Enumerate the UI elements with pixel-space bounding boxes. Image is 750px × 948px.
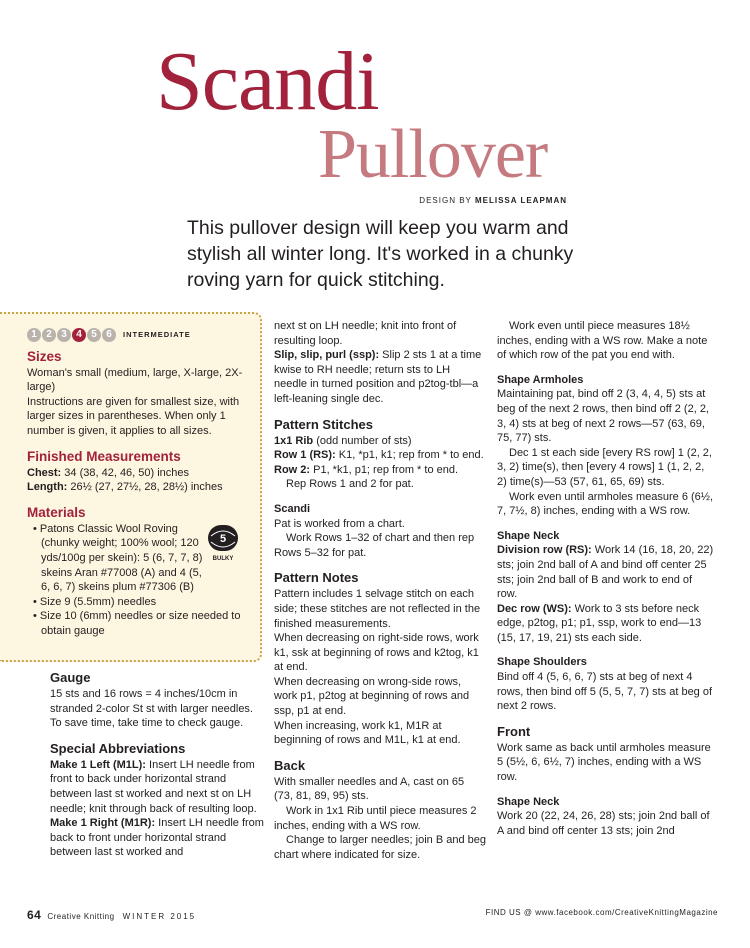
title-line-1: Scandi <box>156 35 379 128</box>
front-shape-neck-heading: Shape Neck <box>497 795 560 808</box>
pattern-stitches-heading: Pattern Stitches <box>274 416 373 432</box>
skill-circle-3: 3 <box>57 328 71 342</box>
gauge-text: 15 sts and 16 rows = 4 inches/10cm in stranded 2-color St st with larger needles. <box>50 688 253 715</box>
shoulders-step: Bind off 4 (5, 6, 6, 7) sts at beg of next 4 rows, then bind off 5 (5, 5, 7, 7) sts at beg of next 2 rows. <box>497 671 713 713</box>
footer-social-link: FIND US @ www.facebook.com/CreativeKnittingMagazine <box>485 908 718 917</box>
length-measurement: Length: 26½ (27, 27½, 28, 28½) inches <box>27 481 223 494</box>
sizes-heading: Sizes <box>27 348 62 364</box>
right-column <box>497 319 715 838</box>
neck-dec-row: Dec row (WS): Work to 3 sts before neck edge, p2tog, p1; p1, ssp, work to end—13 (15, 17, 19, 21) sts each side. <box>497 602 702 644</box>
materials-item: • Size 10 (6mm) needles or size needed to obtain gauge <box>33 610 241 637</box>
armholes-step-3: Work even until armholes measure 6 (6½, 7, 7½, 8) inches, ending with a WS row. <box>497 490 713 518</box>
neck-division-row: Division row (RS): Work 14 (16, 18, 20, 22) sts; join 2nd ball of A and bind off center 25 sts; join 2nd ball of B and work to end of row. <box>497 544 714 601</box>
abbreviations-heading: Special Abbreviations <box>50 740 186 756</box>
chest-measurement: Chest: 34 (38, 42, 46, 50) inches <box>27 466 190 479</box>
abbrev-m1r-continued: next st on LH needle; knit into front of resulting loop. <box>274 320 457 347</box>
back-step-2: Work in 1x1 Rib until piece measures 2 inches, ending with a WS row. <box>274 805 477 832</box>
skill-circle-2: 2 <box>42 328 56 342</box>
rib-title: 1x1 Rib (odd number of sts) <box>274 434 412 447</box>
shape-shoulders-heading: Shape Shoulders <box>497 656 587 669</box>
abbrev-m1l: Make 1 Left (M1L): Insert LH needle from front to back under horizontal strand between last st worked and next st on LH needle; knit through back of resulting loop. <box>50 758 257 815</box>
armholes-step-2: Dec 1 st each side [every RS row] 1 (2, 2, 3, 2) time(s), then [every 4 rows] 1 (1, 2, 2, 2) time(s)—53 (57, 61, 65, 69) sts. <box>497 446 712 488</box>
finished-measurements-heading: Finished Measurements <box>27 448 181 464</box>
materials-item: • Patons Classic Wool Roving (chunky weight; 100% wool; 120 yds/100g per skein): 5 (6, 7, 7, 8) skeins Aran #77008 (A) and 4 (5, 6, 6, 7) skeins plum #77306 (B) <box>33 522 203 594</box>
note-2: When decreasing on right-side rows, work k1, ssk at beginning of rows and k2tog, k1 at end. <box>274 632 479 674</box>
front-heading: Front <box>497 723 531 739</box>
materials-heading: Materials <box>27 504 86 520</box>
scandi-rows: Work Rows 1–32 of chart and then rep Rows 5–32 for pat. <box>274 532 475 559</box>
skill-circle-1: 1 <box>27 328 41 342</box>
yarn-weight-number: 5 <box>219 533 227 545</box>
gauge-check: To save time, take time to check gauge. <box>50 717 244 730</box>
armholes-step-1: Maintaining pat, bind off 2 (3, 4, 4, 5) sts at beg of the next 2 rows, then bind off 2 (2, 2, 3, 4) sts at beg of next 2 rows—57 (63, 69, 75, 77) sts. <box>497 388 709 445</box>
note-4: When increasing, work k1, M1R at beginning of rows and M1L, k1 at end. <box>274 719 461 747</box>
issue-label: WINTER 2015 <box>122 912 197 921</box>
pattern-notes-heading: Pattern Notes <box>274 570 359 586</box>
skill-level-label: INTERMEDIATE <box>123 330 191 339</box>
back-step-1: With smaller needles and A, cast on 65 (73, 81, 89, 95) sts. <box>274 775 465 803</box>
back-step-4: Work even until piece measures 18½ inches, ending with a WS row. Make a note of which row of the pat you end with. <box>497 320 708 362</box>
shape-neck-heading: Shape Neck <box>497 529 560 542</box>
sidebar-column <box>27 328 252 639</box>
gauge-abbrev-column <box>50 670 265 860</box>
back-heading: Back <box>274 757 306 773</box>
title-line-2: Pullover <box>318 116 548 193</box>
sizes-note: Instructions are given for smallest size, with larger sizes in parentheses. When only 1 number is given, it applies to all sizes. <box>27 395 240 437</box>
sizes-text: Woman's small (medium, large, X-large, 2X-large) <box>27 366 243 394</box>
rib-row-1: Row 1 (RS): K1, *p1, k1; rep from * to end. <box>274 449 484 462</box>
scandi-text: Pat is worked from a chart. <box>274 517 405 530</box>
back-step-3: Change to larger needles; join B and beg chart where indicated for size. <box>274 834 486 861</box>
front-neck-step: Work 20 (22, 24, 26, 28) sts; join 2nd ball of A and bind off center 13 sts; join 2nd <box>497 810 710 837</box>
skill-level <box>27 328 252 343</box>
designer-byline: DESIGN BY MELISSA LEAPMAN <box>419 196 567 205</box>
materials-item: • Size 9 (5.5mm) needles <box>33 595 157 608</box>
intro-text: This pullover design will keep you warm and stylish all winter long. It's worked in a chunky roving yarn for quick stitching. <box>187 217 574 291</box>
skill-circle-5: 5 <box>87 328 101 342</box>
yarn-weight-label: BULKY <box>212 556 234 562</box>
note-1: Pattern includes 1 selvage stitch on each side; these stitches are not reflected in the finished measurements. <box>274 588 481 630</box>
shape-armholes-heading: Shape Armholes <box>497 373 584 386</box>
footer-left <box>27 908 196 922</box>
skill-circle-6: 6 <box>102 328 116 342</box>
note-3: When decreasing on wrong-side rows, work p1, p2tog at beginning of rows and ssp, p1 at end. <box>274 675 470 718</box>
abbrev-ssp: Slip, slip, purl (ssp): Slip 2 sts 1 at a time kwise to RH needle; return sts to LH needle in turned position and p2tog-tbl—a left-leaning single dec. <box>274 349 482 405</box>
scandi-heading: Scandi <box>274 502 311 515</box>
rib-row-2: Row 2: P1, *k1, p1; rep from * to end. <box>274 463 459 476</box>
magazine-name: Creative Knitting <box>47 912 115 921</box>
front-step-1: Work same as back until armholes measure 5 (5½, 6, 6½, 7) inches, ending with a WS row. <box>497 741 711 784</box>
abbrev-m1r: Make 1 Right (M1R): Insert LH needle from back to front under horizontal strand between last st worked and <box>50 817 264 859</box>
rib-repeat: Rep Rows 1 and 2 for pat. <box>286 478 414 491</box>
middle-column <box>274 319 486 862</box>
page-number: 64 <box>27 908 42 922</box>
gauge-heading: Gauge <box>50 670 91 685</box>
skill-circle-4: 4 <box>72 328 86 342</box>
